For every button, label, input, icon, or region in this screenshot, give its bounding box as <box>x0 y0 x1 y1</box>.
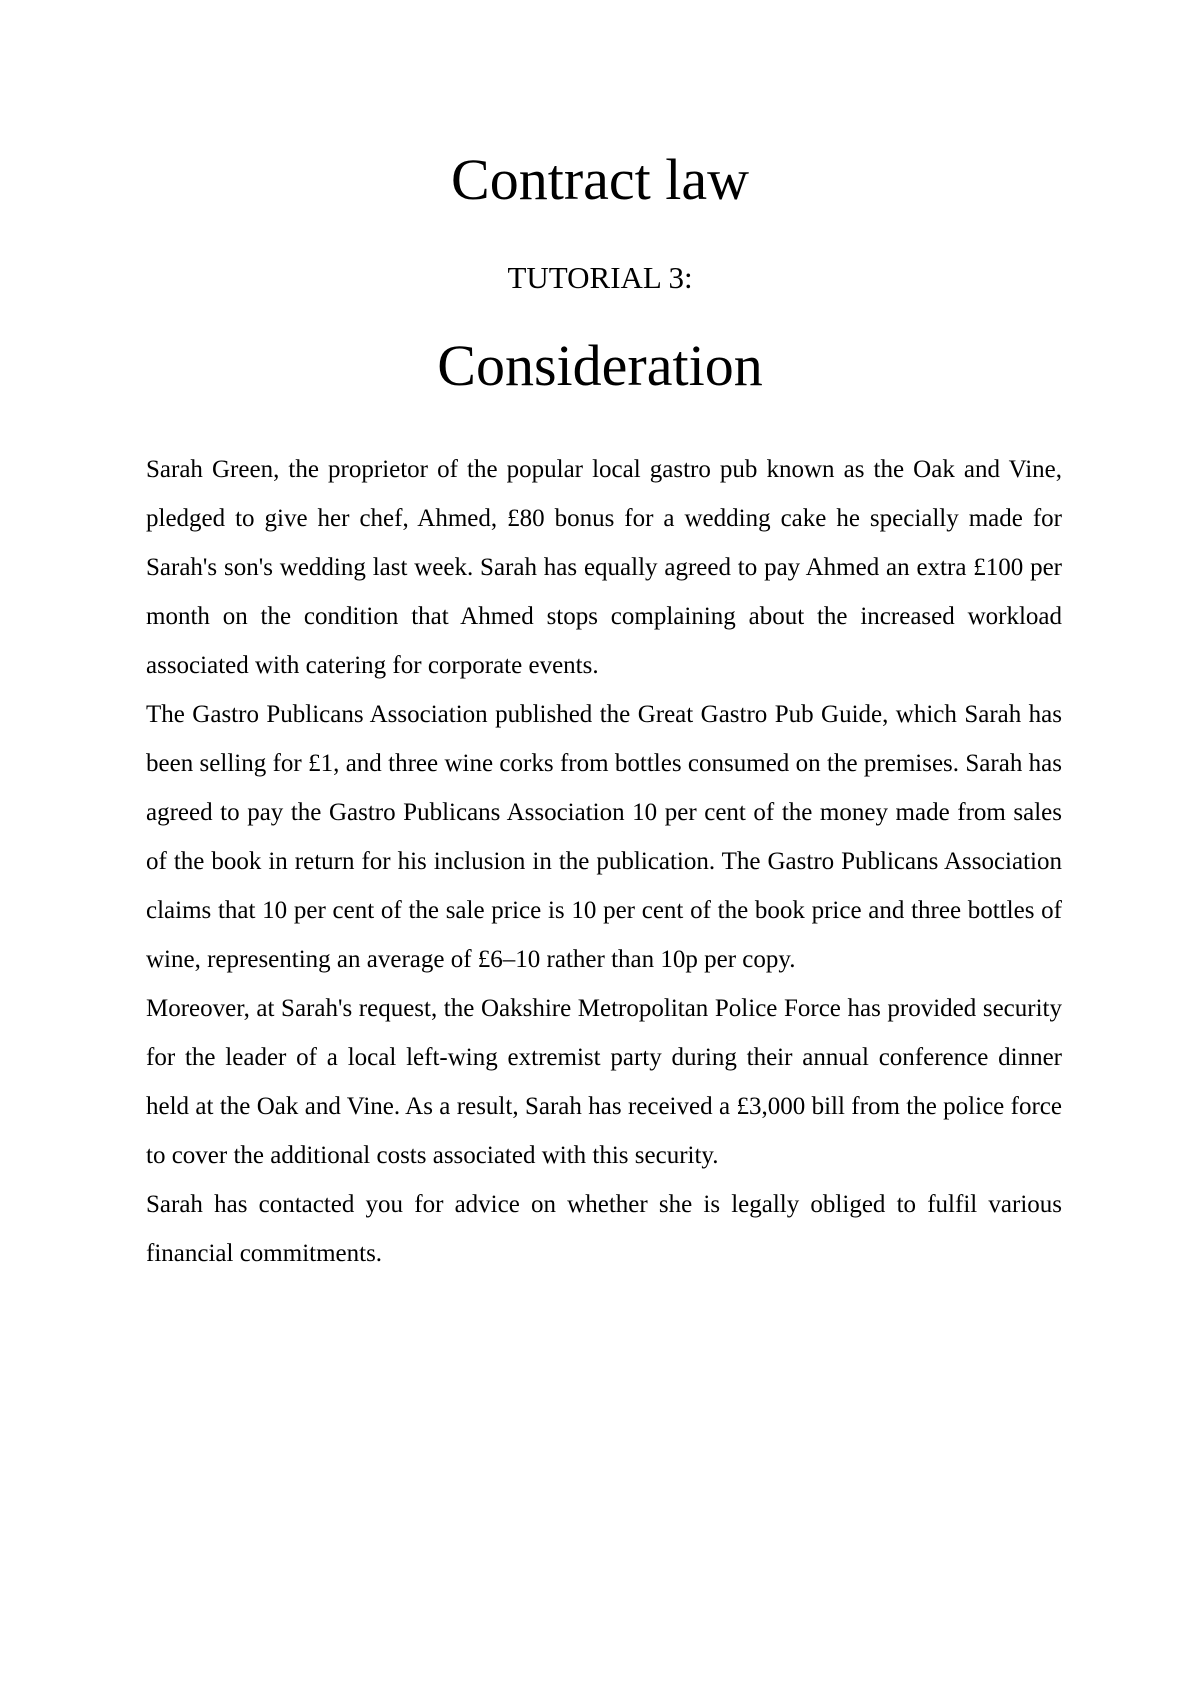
topic-heading: Consideration <box>437 333 763 398</box>
paragraph: Sarah Green, the proprietor of the popular local gastro pub known as the Oak and Vine, pledged to give her chef, Ahmed, £80 bonus for a wedding cake he specially made for Sarah's son's wedding last week. Sarah has equally agreed to pay Ahmed an extra £100 per month on the condition that Ahmed stops complaining about the increased workload associated with catering for corporate events. <box>146 456 1062 679</box>
tutorial-label: TUTORIAL 3: <box>507 260 693 295</box>
paragraph: The Gastro Publicans Association published the Great Gastro Pub Guide, which Sarah has been selling for £1, and three wine corks from bottles consumed on the premises. Sarah has agreed to pay the Gastro Publicans Association 10 per cent of the money made from sales of the book in return for his inclusion in the publication. The Gastro Publicans Association claims that 10 per cent of the sale price is 10 per cent of the book price and three bottles of wine, representing an average of £6–10 rather than 10p per copy. <box>146 701 1062 973</box>
paragraph: Moreover, at Sarah's request, the Oakshire Metropolitan Police Force has provided security for the leader of a local left-wing extremist party during their annual conference dinner held at the Oak and Vine. As a result, Sarah has received a £3,000 bill from the police force to cover the additional costs associated with this security. <box>146 995 1062 1169</box>
problem-text <box>146 445 1062 1278</box>
paragraph: Sarah has contacted you for advice on whether she is legally obliged to fulfil various financial commitments. <box>146 1191 1062 1267</box>
document-title: Contract law <box>451 147 749 212</box>
